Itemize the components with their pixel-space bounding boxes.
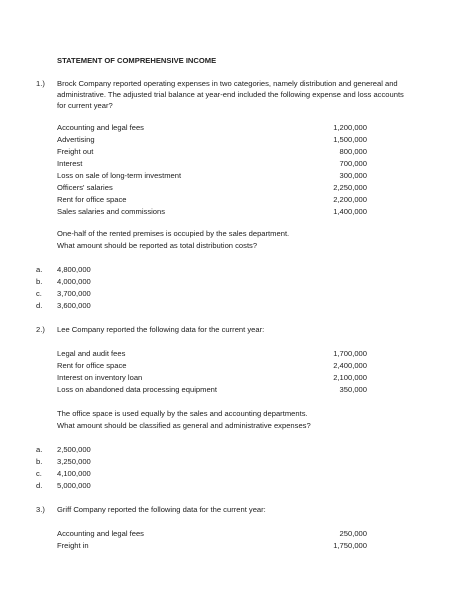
expense-item-label: Interest: [57, 159, 83, 168]
question-3-number: 3.): [36, 505, 45, 514]
question-1-intro-line: Brock Company reported operating expenses in two categories, namely distribution and genereal and: [57, 79, 398, 88]
expense-item-amount: 2,200,000: [333, 195, 367, 204]
expense-item-label: Rent for office space: [57, 361, 127, 370]
expense-item-amount: 800,000: [339, 147, 367, 156]
choice-letter: a.: [36, 265, 43, 274]
question-1-number: 1.): [36, 79, 45, 88]
question-2-number: 2.): [36, 325, 45, 334]
question-3-intro-line: Griff Company reported the following data for the current year:: [57, 505, 266, 514]
expense-item-label: Accounting and legal fees: [57, 123, 144, 132]
question-1-intro-line: administrative. The adjusted trial balance at year-end included the following expense and loss accounts: [57, 90, 404, 99]
question-1-note-line: One-half of the rented premises is occupied by the sales department.: [57, 229, 290, 238]
expense-item-label: Advertising: [57, 135, 95, 144]
expense-item-label: Loss on sale of long-term investment: [57, 171, 182, 180]
question-2-intro-line: Lee Company reported the following data for the current year:: [57, 325, 265, 334]
expense-item-amount: 250,000: [339, 529, 367, 538]
expense-item-label: Loss on abandoned data processing equipment: [57, 385, 218, 394]
choice-letter: c.: [36, 289, 42, 298]
choice-text: 3,250,000: [57, 457, 91, 466]
expense-item-amount: 300,000: [339, 171, 367, 180]
question-1-intro-line: for current year?: [57, 101, 113, 110]
choice-letter: d.: [36, 481, 43, 490]
expense-item-amount: 1,400,000: [333, 207, 367, 216]
question-2-note-line: The office space is used equally by the sales and accounting departments.: [57, 409, 308, 418]
choice-text: 3,700,000: [57, 289, 91, 298]
expense-item-amount: 350,000: [339, 385, 367, 394]
expense-item-amount: 1,750,000: [333, 541, 367, 550]
question-2-note-line: What amount should be classified as general and administrative expenses?: [57, 421, 311, 430]
expense-item-label: Interest on inventory loan: [57, 373, 143, 382]
choice-letter: d.: [36, 301, 43, 310]
choice-letter: a.: [36, 445, 43, 454]
expense-item-label: Accounting and legal fees: [57, 529, 144, 538]
expense-item-label: Officers' salaries: [57, 183, 113, 192]
choice-text: 5,000,000: [57, 481, 91, 490]
choice-text: 3,600,000: [57, 301, 91, 310]
expense-item-amount: 1,700,000: [333, 349, 367, 358]
question-1-note-line: What amount should be reported as total distribution costs?: [57, 241, 258, 250]
expense-item-label: Freight out: [57, 147, 94, 156]
document-title: STATEMENT OF COMPREHENSIVE INCOME: [57, 56, 217, 65]
expense-item-amount: 2,250,000: [333, 183, 367, 192]
choice-letter: b.: [36, 277, 43, 286]
expense-item-label: Freight in: [57, 541, 89, 550]
expense-item-amount: 2,100,000: [333, 373, 367, 382]
expense-item-label: Sales salaries and commissions: [57, 207, 166, 216]
expense-item-amount: 1,200,000: [333, 123, 367, 132]
choice-text: 4,000,000: [57, 277, 91, 286]
expense-item-label: Rent for office space: [57, 195, 127, 204]
expense-item-label: Legal and audit fees: [57, 349, 126, 358]
choice-letter: b.: [36, 457, 43, 466]
expense-item-amount: 2,400,000: [333, 361, 367, 370]
choice-text: 4,100,000: [57, 469, 91, 478]
choice-text: 4,800,000: [57, 265, 91, 274]
choice-text: 2,500,000: [57, 445, 91, 454]
expense-item-amount: 700,000: [339, 159, 367, 168]
expense-item-amount: 1,500,000: [333, 135, 367, 144]
choice-letter: c.: [36, 469, 42, 478]
